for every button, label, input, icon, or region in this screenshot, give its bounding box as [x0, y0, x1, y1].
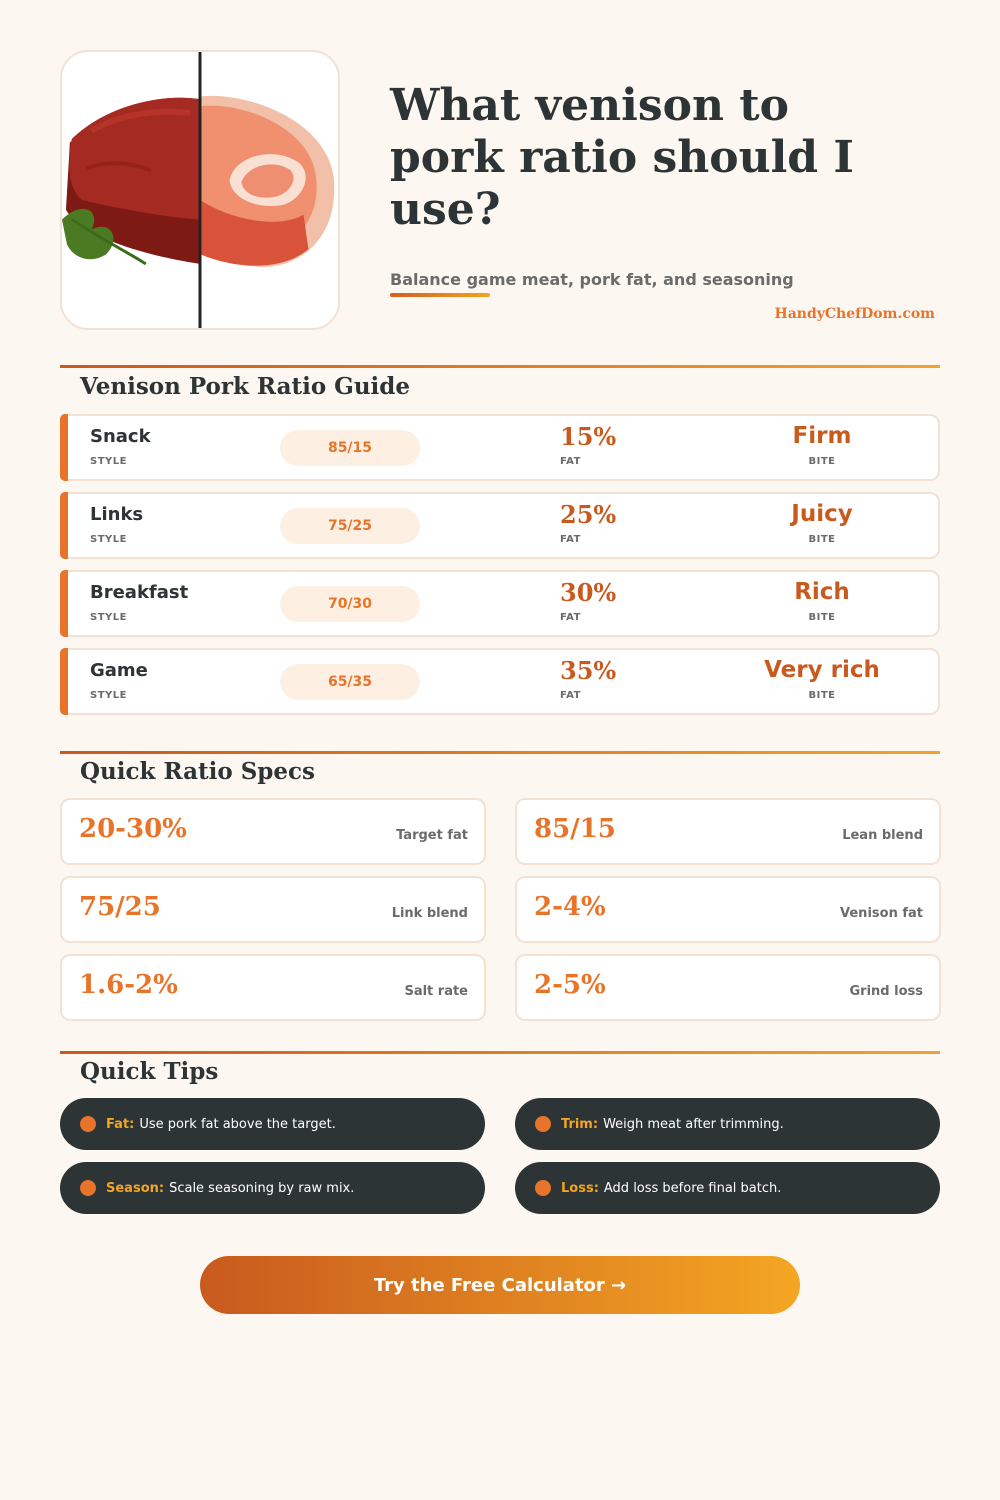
- fat-label: FAT: [560, 690, 581, 701]
- tip-text: Use pork fat above the target.: [139, 1116, 336, 1132]
- guide-style: Snack: [90, 426, 151, 447]
- venison-pork-illustration: [62, 52, 338, 328]
- bullet-dot-icon: [535, 1116, 551, 1132]
- bite-value: Firm: [792, 423, 852, 449]
- guide-title: Venison Pork Ratio Guide: [80, 373, 410, 400]
- pork-steak-icon: [200, 96, 334, 267]
- bite-value: Rich: [794, 579, 850, 605]
- guide-style: Links: [90, 504, 144, 525]
- tip-key: Trim:: [561, 1116, 599, 1132]
- subtitle-underline: [390, 293, 490, 297]
- spec-label: Venison fat: [840, 906, 923, 921]
- spec-card: [60, 798, 486, 865]
- bullet-dot-icon: [535, 1180, 551, 1196]
- calculator-button[interactable]: Try the Free Calculator →: [200, 1256, 800, 1314]
- tip-key: Loss:: [561, 1180, 599, 1196]
- spec-label: Lean blend: [842, 828, 923, 843]
- spec-label: Link blend: [391, 906, 468, 921]
- tip-key: Season:: [106, 1180, 165, 1196]
- fat-label: FAT: [560, 456, 581, 467]
- ratio-pill: 65/35: [280, 664, 420, 700]
- fat-value: 15%: [560, 422, 617, 451]
- fat-label: FAT: [560, 534, 581, 545]
- tip-text: Weigh meat after trimming.: [603, 1116, 784, 1132]
- tip-item: [515, 1098, 940, 1150]
- page-subtitle: Balance game meat, pork fat, and seasoning: [390, 270, 794, 289]
- spec-value: 1.6-2%: [79, 970, 178, 1000]
- specs-title: Quick Ratio Specs: [80, 758, 315, 785]
- spec-card: [515, 954, 941, 1021]
- fat-value: 35%: [560, 656, 617, 685]
- spec-value: 2-5%: [534, 970, 606, 1000]
- tip-key: Fat:: [106, 1116, 135, 1132]
- bullet-dot-icon: [80, 1116, 96, 1132]
- guide-style: Game: [90, 660, 148, 681]
- guide-row: [60, 492, 940, 559]
- ratio-pill: 85/15: [280, 430, 420, 466]
- guide-style: Breakfast: [90, 582, 189, 603]
- bite-value: Juicy: [791, 501, 853, 527]
- bite-value: Very rich: [764, 657, 880, 683]
- spec-value: 75/25: [79, 892, 161, 922]
- guide-row: [60, 570, 940, 637]
- style-label: STYLE: [90, 456, 127, 467]
- guide-row: [60, 414, 940, 481]
- fat-value: 25%: [560, 500, 617, 529]
- spec-value: 2-4%: [534, 892, 606, 922]
- spec-card: [515, 876, 941, 943]
- ratio-pill: 75/25: [280, 508, 420, 544]
- section-divider: [60, 1051, 940, 1054]
- section-divider: [60, 365, 940, 368]
- spec-card: [60, 954, 486, 1021]
- tip-text: Add loss before final batch.: [603, 1180, 782, 1196]
- fat-value: 30%: [560, 578, 617, 607]
- tip-item: [60, 1162, 485, 1214]
- bite-label: BITE: [808, 690, 836, 701]
- tip-text: Scale seasoning by raw mix.: [169, 1180, 355, 1196]
- spec-card: [60, 876, 486, 943]
- style-label: STYLE: [90, 612, 127, 623]
- bite-label: BITE: [808, 534, 836, 545]
- spec-label: Salt rate: [404, 984, 468, 999]
- fat-label: FAT: [560, 612, 581, 623]
- spec-card: [515, 798, 941, 865]
- guide-row: [60, 648, 940, 715]
- bite-label: BITE: [808, 612, 836, 623]
- spec-label: Target fat: [396, 828, 468, 843]
- brand-link[interactable]: HandyChefDom.com: [774, 306, 935, 322]
- hero-illustration: [60, 50, 340, 330]
- style-label: STYLE: [90, 690, 127, 701]
- section-divider: [60, 751, 940, 754]
- tip-item: [515, 1162, 940, 1214]
- page-title: What venison to pork ratio should I use?: [390, 80, 854, 235]
- spec-value: 85/15: [534, 814, 616, 844]
- spec-value: 20-30%: [79, 814, 187, 844]
- style-label: STYLE: [90, 534, 127, 545]
- tip-item: [60, 1098, 485, 1150]
- spec-label: Grind loss: [849, 984, 923, 999]
- bite-label: BITE: [808, 456, 836, 467]
- ratio-pill: 70/30: [280, 586, 420, 622]
- tips-title: Quick Tips: [80, 1058, 219, 1085]
- bullet-dot-icon: [80, 1180, 96, 1196]
